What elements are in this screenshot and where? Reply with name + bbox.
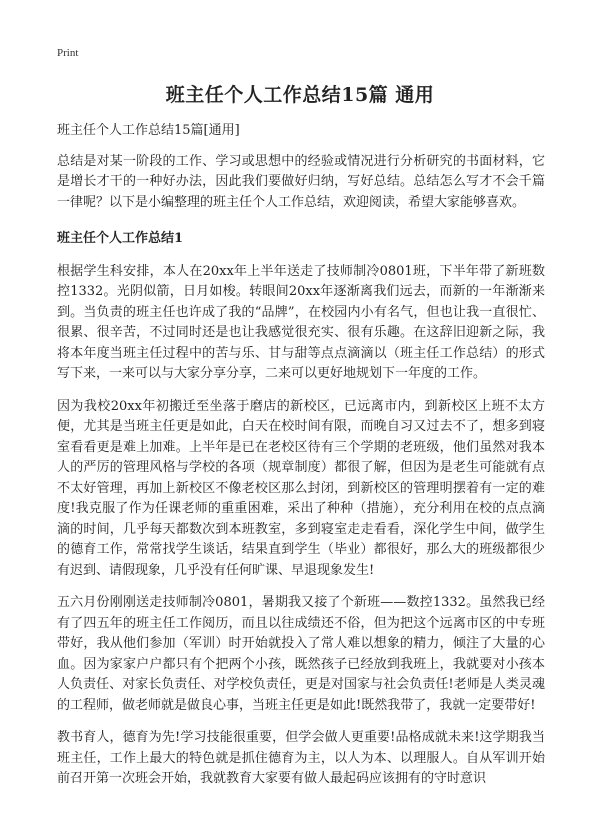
- body-paragraph-3: 五六月份刚刚送走技师制冷0801，暑期我又接了个新班——数控1332。虽然我已经有了四五年的班主任工作阅历，而且以往成绩还不俗，但为把这个远离市区的中专班带好，我从他们参加（军训）时开始就投入了常人难以想象的精力，倾注了大量的心血。因为家家户户都只有个把两个小孩，既然孩子已经放到我班上，我就要对小孩本人负责任、对家长负责任、对学校负责任，更是对国家与社会负责任!老师是人类灵魂的工程师，做老师就是做良心事，当班主任更是如此!既然我带了，我就一定要带好!: [57, 595, 545, 713]
- article-body: [57, 121, 545, 802]
- print-link[interactable]: Print: [57, 47, 79, 59]
- section-heading: 班主任个人工作总结1: [57, 231, 184, 246]
- body-paragraph-1: 根据学生科安排，本人在20xx年上半年送走了技师制冷0801班，下半年带了新班数控1332。光阴似箭，日月如梭。转眼间20xx年逐渐离我们远去，而新的一年渐渐来到。当负责的班主任也许成了我的“品牌”，在校园内小有名气，但也让我一直很忙、很累、很辛苦，不过同时还是也让我感觉很充实、很有乐趣。在这辞旧迎新之际，我将本年度当班主任过程中的苦与乐、甘与甜等点点滴滴以（班主任工作总结）的形式写下来，一来可以与大家分享分享，二来可以更好地规划下一年度的工作。: [57, 263, 545, 381]
- body-paragraph-4: 教书育人，德育为先!学习技能很重要，但学会做人更重要!品格成就未来!这学期我当班主任，工作上最大的特色就是抓住德育为主，以人为本、以理服人。自从军训开始前召开第一次班会开始，我就教育大家要有做人最起码应该拥有的守时意识: [57, 730, 545, 786]
- page-title: 班主任个人工作总结15篇 通用: [165, 84, 435, 106]
- article-subtitle: 班主任个人工作总结15篇[通用]: [57, 123, 240, 138]
- body-paragraph-2: 因为我校20xx年初搬迁至坐落于磨店的新校区，已远离市内，到新校区上班不太方便，尤其是当班主任更是如此，白天在校时间有限，而晚自习又过去不了，想多到寝室看看更是难上加难。上半年是已在老校区待有三个学期的老班级，他们虽然对我本人的严厉的管理风格与学校的各项（规章制度）都很了解，但因为是老生可能就有点不太好管理，再加上新校区不像老校区那么封闭，到新校区的管理明摆着有一定的难度!我克服了作为任课老师的重重困难，采出了种种（措施），充分利用在校的点点滴滴的时间，几乎每天都数次到本班教室，多到寝室走走看看，深化学生中间，做学生的德育工作，常常找学生谈话，结果直到学生（毕业）都很好，那么大的班级都很少有迟到、请假现象，几乎没有任何旷课、早退现象发生!: [57, 398, 545, 578]
- intro-paragraph: 总结是对某一阶段的工作、学习或思想中的经验或情况进行分析研究的书面材料，它是增长才干的一种好办法，因此我们要做好归纳，写好总结。总结怎么写才不会千篇一律呢？以下是小编整理的班主任个人工作总结，欢迎阅读，希望大家能够喜欢。: [57, 153, 545, 210]
